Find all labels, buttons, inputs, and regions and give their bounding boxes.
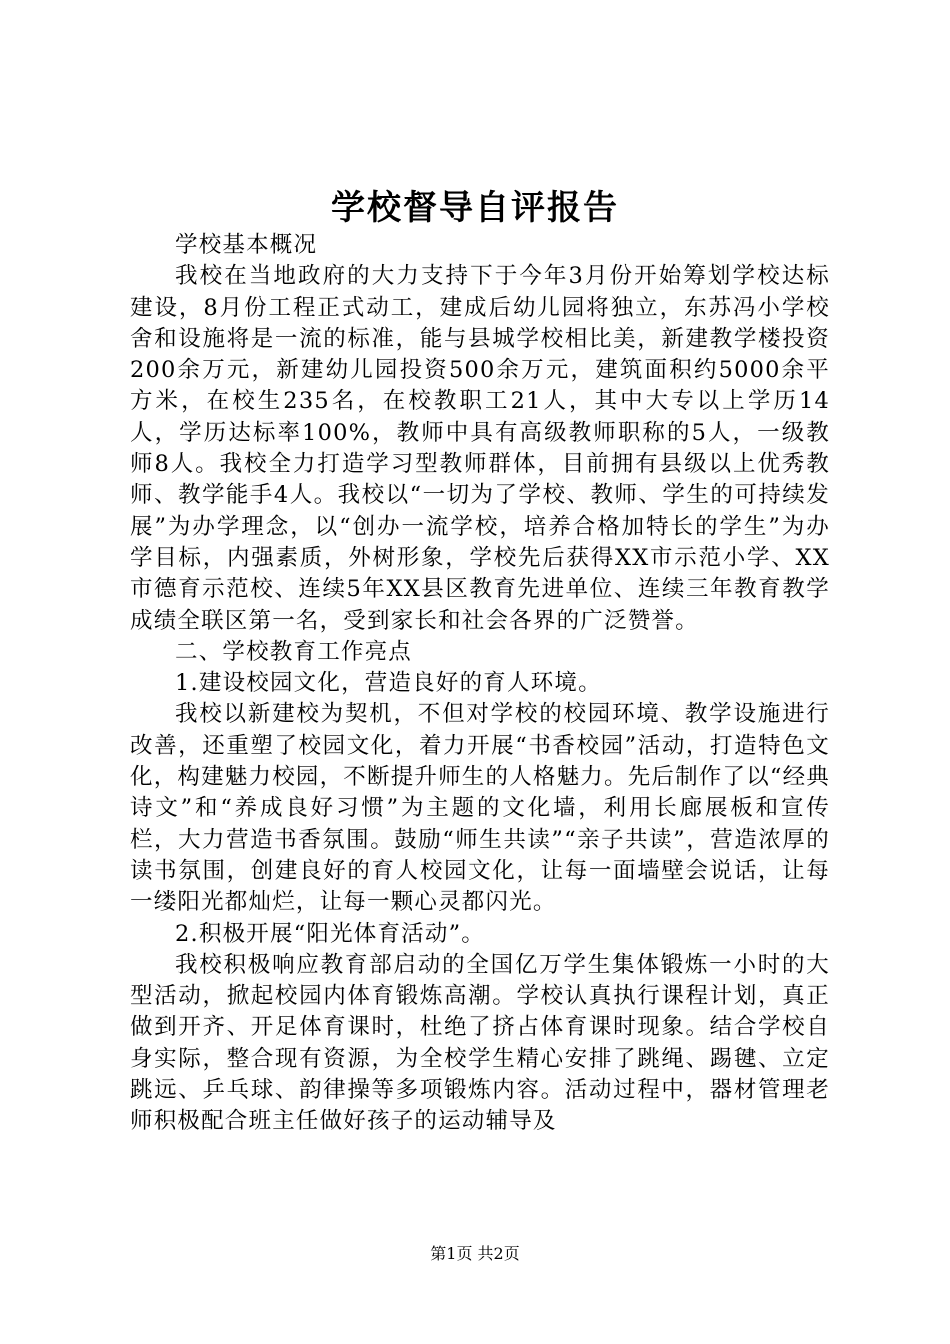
section-heading-overview: 学校基本概况: [175, 232, 318, 258]
page-number-footer: 第1页 共2页: [430, 1244, 520, 1263]
document-body: [130, 230, 830, 1138]
subheading-campus-culture: 1.建设校园文化，营造良好的育人环境。: [175, 670, 602, 697]
section-heading-highlights: 二、学校教育工作亮点: [175, 638, 413, 665]
paragraph-sunshine-sports: 我校积极响应教育部启动的全国亿万学生集体锻炼一小时的大型活动，掀起校园内体育锻炼高潮。学校认真执行课程计划，真正做到开齐、开足体育课时，杜绝了挤占体育课时现象。结合学校自身实际，整合现有资源，为全校学生精心安排了跳绳、踢毽、立定跳远、乒乓球、韵律操等多项锻炼内容。活动过程中，器材管理老师积极配合班主任做好孩子的运动辅导及: [130, 951, 830, 1135]
subheading-sunshine-sports: 2.积极开展“阳光体育活动”。: [175, 920, 485, 947]
paragraph-campus-culture: 我校以新建校为契机，不但对学校的校园环境、教学设施进行改善，还重塑了校园文化，着力开展“书香校园”活动，打造特色文化，构建魅力校园，不断提升师生的人格魅力。先后制作了以“经典诗文”和“养成良好习惯”为主题的文化墙，利用长廊展板和宣传栏，大力营造书香氛围。鼓励“师生共读”“亲子共读”，营造浓厚的读书氛围，创建良好的育人校园文化，让每一面墙壁会说话，让每一缕阳光都灿烂，让每一颗心灵都闪光。: [130, 701, 831, 916]
page-title: 学校督导自评报告: [331, 188, 619, 228]
paragraph-overview: 我校在当地政府的大力支持下于今年3月份开始筹划学校达标建设，8月份工程正式动工，建成后幼儿园将独立，东苏冯小学校舍和设施将是一流的标准，能与县城学校相比美，新建教学楼投资200余万元，新建幼儿园投资500余万元，建筑面积约5000余平方米，在校生235名，在校教职工21人，其中大专以上学历14人，学历达标率100%，教师中具有高级教师职称的5人，一级教师8人。我校全力打造学习型教师群体，目前拥有县级以上优秀教师、教学能手4人。我校以“一切为了学校、教师、学生的可持续发展”为办学理念，以“创办一流学校，培养合格加特长的学生”为办学目标，内强素质，外树形象，学校先后获得XX市示范小学、XX市德育示范校、连续5年XX县区教育先进单位、连续三年教育教学成绩全联区第一名，受到家长和社会各界的广泛赞誉。: [130, 263, 830, 634]
